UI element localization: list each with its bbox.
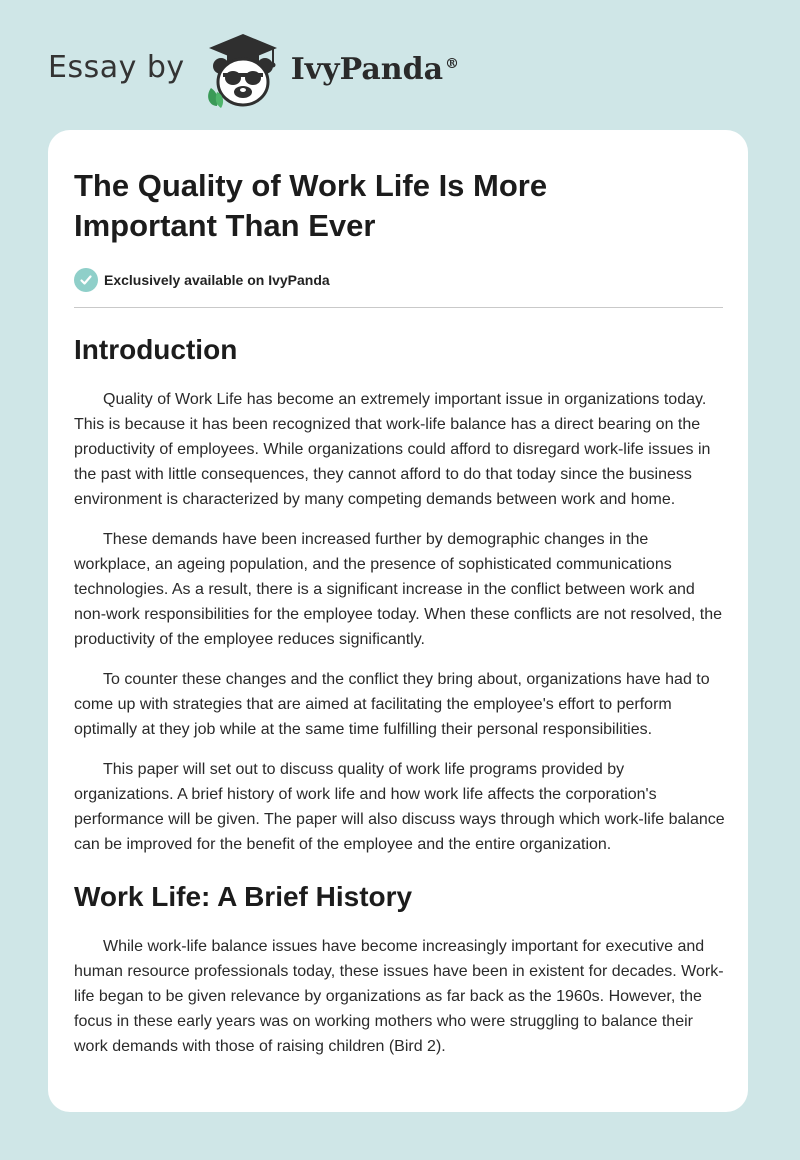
- section-heading-introduction: Introduction: [74, 334, 238, 365]
- brand-name-text: IvyPanda: [290, 51, 444, 87]
- exclusive-badge: [74, 268, 722, 292]
- brand-name: [291, 52, 459, 87]
- check-circle-icon: [74, 268, 98, 292]
- page-title: The Quality of Work Life Is More Important Than Ever: [74, 168, 548, 243]
- panda-graduate-icon: [203, 30, 283, 110]
- registered-mark: ®: [445, 55, 460, 72]
- brand-prefix: Essay by: [48, 49, 185, 85]
- paragraph: Quality of Work Life has become an extremely important issue in organizations today. This is because it has been recognized that work-life balance has a direct bearing on the productivity of employees. While organizations could afford to disregard work-life issues in the past with little consequences, they cannot afford to do that today since the business environment is characterized by many competing demands between work and home.: [74, 391, 711, 508]
- divider: [74, 307, 723, 308]
- section-heading-history: Work Life: A Brief History: [74, 881, 413, 912]
- paragraph: This paper will set out to discuss quality of work life programs provided by organizations. A brief history of work life and how work life affects the corporation's performance will be given. The paper will also discuss ways through which work-life balance can be improved for the benefit of the employee and the entire organization.: [74, 761, 725, 853]
- paragraph: While work-life balance issues have become increasingly important for executive and human resource professionals today, these issues have been in existent for decades. Work-life began to be given relevance by organizations as far back as the 1960s. However, the focus in these early years was on working mothers who were struggling to balance their work demands with those of raising children (Bird 2).: [74, 938, 724, 1055]
- badge-text: Exclusively available on IvyPanda: [104, 272, 330, 288]
- paragraph: To counter these changes and the conflict they bring about, organizations have had to come up with strategies that are aimed at facilitating the employee's effort to perform optimally at they job while at the same time fulfilling their personal responsibilities.: [74, 671, 710, 738]
- essay-card: [48, 130, 748, 1112]
- paragraph: These demands have been increased further by demographic changes in the workplace, an ageing population, and the presence of sophisticated communications technologies. As a result, there is a significant increase in the conflict between work and non-work responsibilities for the employee today. When these conflicts are not resolved, the productivity of the employee reduces significantly.: [74, 531, 723, 648]
- brand-header[interactable]: [48, 30, 459, 110]
